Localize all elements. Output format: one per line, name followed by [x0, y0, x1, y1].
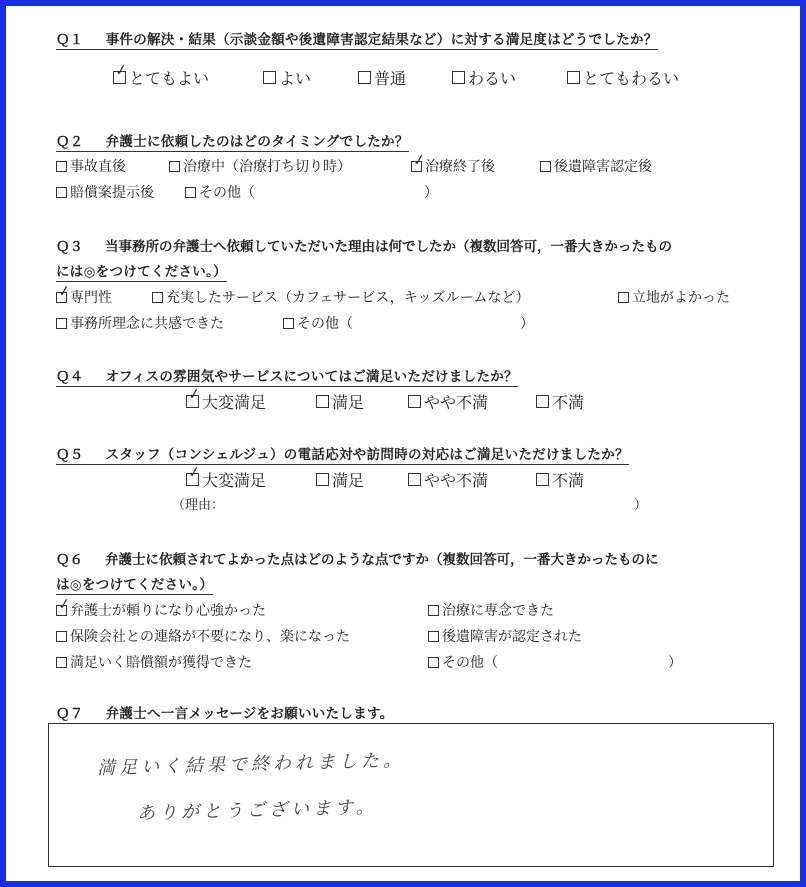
- q4-option-satisfied[interactable]: [316, 390, 364, 413]
- q6-option-disability-certified[interactable]: [428, 626, 582, 646]
- q5-reason-open: （理由：: [172, 498, 225, 513]
- q3-text: 当事務所の弁護士へ依頼していただいた理由は何でしたか（複数回答可，一番大きかったもの: [105, 239, 672, 255]
- q2-option-right-after-accident[interactable]: [56, 156, 126, 176]
- checkbox[interactable]: [358, 71, 371, 84]
- option-label: 後遺障害が認定された: [442, 629, 582, 645]
- checkbox[interactable]: [185, 187, 196, 198]
- q4-text: オフィスの雰囲気やサービスについてはご満足いただけましたか？: [105, 369, 518, 385]
- checkbox[interactable]: [540, 161, 551, 172]
- option-label: 保険会社との連絡が不要になり、楽になった: [70, 629, 350, 645]
- checkbox[interactable]: [186, 462, 202, 486]
- checkbox[interactable]: [56, 280, 72, 303]
- option-label: とてもわるい: [583, 69, 680, 88]
- option-label: わるい: [468, 69, 517, 88]
- option-label: 大変満足: [202, 471, 267, 490]
- checkbox[interactable]: [428, 605, 439, 616]
- q3-option-other[interactable]: [283, 313, 353, 333]
- option-label: 満足: [332, 393, 365, 412]
- checkbox[interactable]: [618, 292, 629, 303]
- option-label: 事故直後: [70, 159, 126, 175]
- checkbox[interactable]: [283, 318, 294, 329]
- q2-other-close: ）: [424, 185, 438, 201]
- q6-option-focus-treatment[interactable]: [428, 600, 554, 620]
- option-label: 賠償案提示後: [70, 185, 154, 201]
- option-label: 満足: [332, 471, 365, 490]
- q6-other-close: ）: [668, 655, 682, 671]
- option-label: 立地がよかった: [632, 290, 730, 306]
- option-label: 不満: [552, 393, 585, 412]
- q3-other-close: ）: [520, 316, 534, 332]
- q2-heading: [56, 130, 409, 152]
- checkbox[interactable]: [56, 631, 67, 642]
- check-mark-icon: ✓: [56, 593, 72, 614]
- q2-option-during-treatment[interactable]: [169, 156, 351, 176]
- q2-option-after-treatment[interactable]: [411, 149, 495, 176]
- option-label: とてもよい: [129, 69, 210, 88]
- q4-heading: [56, 365, 518, 387]
- checkbox[interactable]: [316, 395, 329, 408]
- handwritten-message-line2: ありがとうございます。: [136, 796, 378, 825]
- option-label: 充実したサービス（カフェサービス，キッズルームなど）: [166, 290, 530, 306]
- checkbox[interactable]: [56, 187, 67, 198]
- checkbox[interactable]: [186, 384, 202, 408]
- checkbox[interactable]: [169, 161, 180, 172]
- q3-option-expertise[interactable]: [56, 280, 112, 307]
- q6-option-no-insurer-contact[interactable]: [56, 626, 350, 646]
- q3-option-location[interactable]: [618, 287, 730, 307]
- checkbox[interactable]: [56, 318, 67, 329]
- q1-option-very-bad[interactable]: [567, 66, 679, 89]
- q6-option-satisfying-compensation[interactable]: [56, 652, 252, 672]
- checkbox[interactable]: [408, 395, 421, 408]
- q5-option-very-satisfied[interactable]: [186, 462, 267, 491]
- option-label: 弁護士が頼りになり心強かった: [70, 603, 266, 619]
- q2-number: Ｑ２: [56, 134, 84, 150]
- q6-heading: [56, 548, 659, 568]
- q4-option-somewhat-unsatisfied[interactable]: [408, 390, 488, 413]
- checkbox[interactable]: [428, 657, 439, 668]
- q7-heading: [56, 702, 394, 724]
- message-box[interactable]: [48, 723, 774, 867]
- q3-option-services[interactable]: [152, 287, 529, 307]
- checkbox[interactable]: [56, 657, 67, 668]
- q6-option-other[interactable]: [428, 652, 498, 672]
- check-mark-icon: ✓: [56, 280, 72, 301]
- option-label: 普通: [374, 69, 407, 88]
- q3-heading: [56, 235, 672, 255]
- checkbox[interactable]: [408, 473, 421, 486]
- option-label: 治療終了後: [425, 159, 495, 175]
- q1-heading: [56, 28, 658, 50]
- checkbox[interactable]: [428, 631, 439, 642]
- checkbox[interactable]: [152, 292, 163, 303]
- q1-number: Ｑ１: [56, 32, 84, 48]
- checkbox[interactable]: [56, 161, 67, 172]
- option-label: その他（: [442, 655, 498, 671]
- q3-option-philosophy[interactable]: [56, 313, 224, 333]
- checkbox[interactable]: [536, 473, 549, 486]
- q7-number: Ｑ７: [56, 706, 84, 722]
- checkbox[interactable]: [316, 473, 329, 486]
- q4-option-unsatisfied[interactable]: [536, 390, 584, 413]
- checkbox[interactable]: [113, 60, 129, 84]
- option-label: 事務所理念に共感できた: [70, 316, 224, 332]
- q5-option-unsatisfied[interactable]: [536, 468, 584, 491]
- checkbox[interactable]: [411, 149, 427, 172]
- checkbox[interactable]: [452, 71, 465, 84]
- option-label: 満足いく賠償額が獲得できた: [70, 655, 252, 671]
- q2-text: 弁護士に依頼したのはどのタイミングでしたか？: [105, 134, 409, 150]
- q5-number: Ｑ５: [56, 447, 84, 463]
- option-label: よい: [279, 69, 312, 88]
- checkbox[interactable]: [567, 71, 580, 84]
- q6-option-reliable-lawyer[interactable]: [56, 593, 266, 620]
- q1-text: 事件の解決・結果（示談金額や後遺障害認定結果など）に対する満足度はどうでしたか？: [105, 32, 658, 48]
- q1-option-very-good[interactable]: [113, 60, 210, 89]
- option-label: 治療中（治療打ち切り時）: [183, 159, 351, 175]
- option-label: その他（: [199, 185, 255, 201]
- handwritten-message-line1: 満足いく結果で終われました。: [96, 749, 406, 780]
- checkbox[interactable]: [56, 593, 72, 616]
- q5-reason-close: ）: [634, 498, 648, 513]
- q1-option-good[interactable]: [263, 66, 311, 89]
- check-mark-icon: ✓: [113, 60, 129, 80]
- q4-option-very-satisfied[interactable]: [186, 384, 267, 413]
- q2-option-other[interactable]: [185, 182, 255, 202]
- q5-option-somewhat-unsatisfied[interactable]: [408, 468, 488, 491]
- option-label: 大変満足: [202, 393, 267, 412]
- q6-text: 弁護士に依頼されてよかった点はどのような点ですか（複数回答可，一番大きかったものに: [105, 552, 659, 568]
- q5-option-satisfied[interactable]: [316, 468, 364, 491]
- q4-number: Ｑ４: [56, 369, 84, 385]
- q2-option-after-disability-cert[interactable]: [540, 156, 652, 176]
- checkbox[interactable]: [263, 71, 276, 84]
- option-label: 専門性: [70, 290, 112, 306]
- q6-heading-line2: は◎をつけてください。）: [56, 573, 213, 595]
- option-label: やや不満: [424, 393, 489, 412]
- check-mark-icon: ✓: [186, 462, 202, 482]
- q7-text: 弁護士へ一言メッセージをお願いいたします。: [105, 706, 394, 722]
- option-label: 後遺障害認定後: [554, 159, 652, 175]
- q1-option-normal[interactable]: [358, 66, 406, 89]
- q5-heading: [56, 443, 629, 465]
- option-label: やや不満: [424, 471, 489, 490]
- checkbox[interactable]: [536, 395, 549, 408]
- check-mark-icon: ✓: [411, 149, 427, 170]
- option-label: その他（: [297, 316, 353, 332]
- check-mark-icon: ✓: [186, 384, 202, 404]
- q3-heading-line2: には◎をつけてください。）: [56, 260, 227, 282]
- q3-number: Ｑ３: [56, 239, 83, 255]
- option-label: 治療に専念できた: [442, 603, 554, 619]
- q2-option-after-settlement-offer[interactable]: [56, 182, 154, 202]
- q1-option-bad[interactable]: [452, 66, 516, 89]
- q5-text: スタッフ（コンシェルジュ）の電話応対や訪問時の対応はご満足いただけましたか？: [105, 447, 629, 463]
- option-label: 不満: [552, 471, 585, 490]
- q6-number: Ｑ６: [56, 552, 83, 568]
